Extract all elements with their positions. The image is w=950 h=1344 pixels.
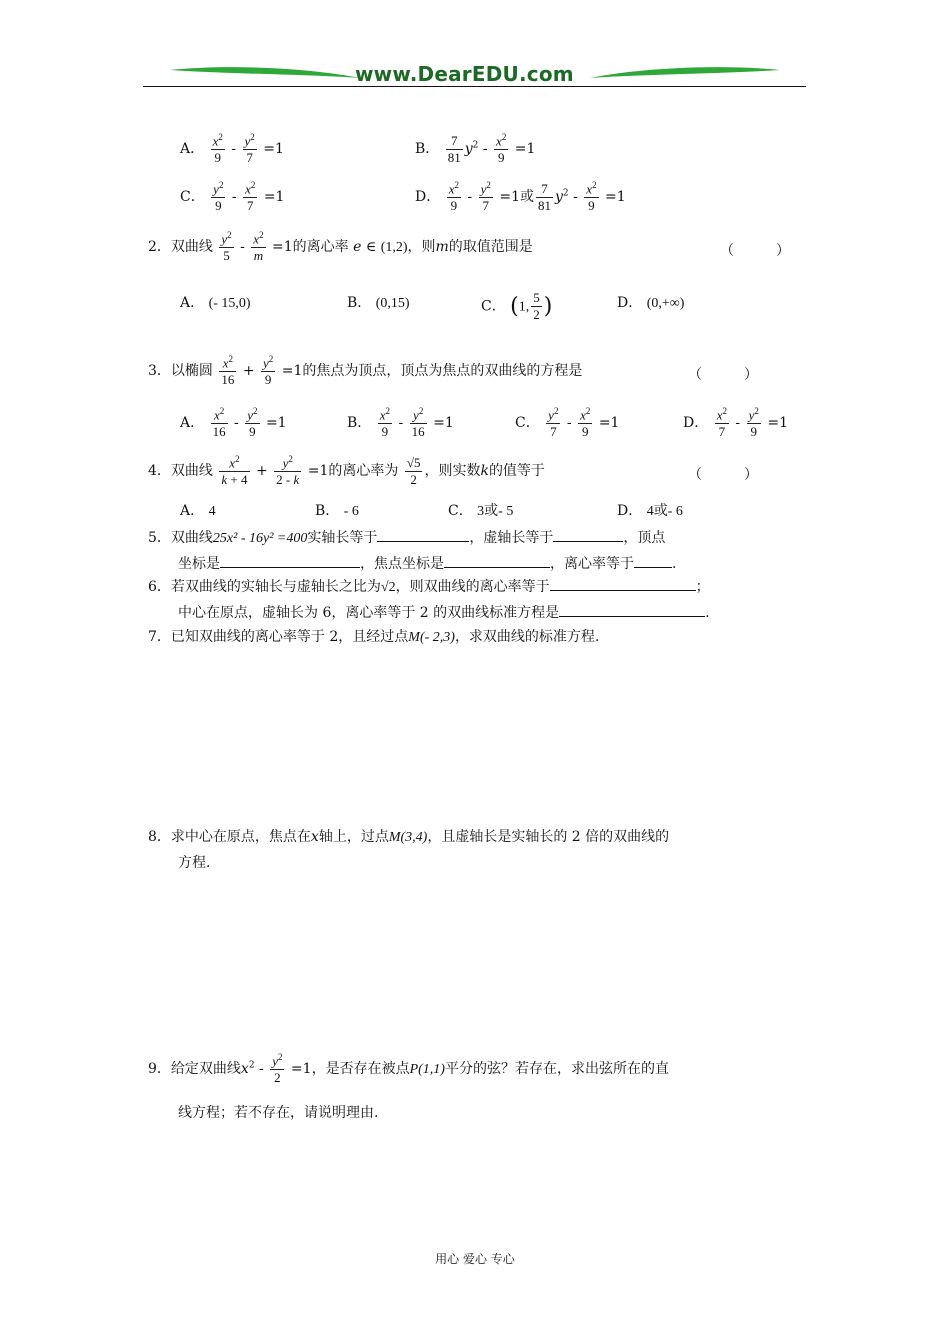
question-9-line1: 9．给定双曲线$x^2$ - $\frac{y^2}{2}$ =1，是否存在被点P(1,1)平分的弦？若存在，求出弦所在的直: [148, 1052, 669, 1086]
question-6-line1: 6．若双曲线的实轴长与虚轴长之比为√2，则双曲线的离心率等于 ；: [148, 576, 710, 596]
q3-option-d: D． $\frac{x^2}{7}$ - $\frac{y^2}{9}$ =1: [683, 406, 788, 440]
q2-option-c: C． (1, $\frac{5}{2}$ ): [481, 290, 553, 322]
q1-option-b: B． $\frac{7}{81}$ $y^2$ - $\frac{x^2}{9}$ =1: [415, 132, 536, 166]
question-6-line2: 中心在原点，虚轴长为 6，离心率等于 2 的双曲线标准方程是 .: [178, 602, 710, 622]
q2-answer-paren: （ ）: [720, 243, 790, 259]
header-rule: [143, 86, 806, 87]
q4-option-d: D． 4或- 6: [617, 503, 683, 519]
q4-option-b: B． - 6: [315, 503, 359, 519]
q3-option-c: C． $\frac{y^2}{7}$ - $\frac{x^2}{9}$ =1: [515, 406, 620, 440]
question-5-line1: 5．双曲线25x² - 16y² =400实轴长等于 ，虚轴长等于 ，顶点: [148, 527, 665, 547]
question-8-line2: 方程.: [178, 855, 211, 871]
question-4: 4．双曲线 $\frac{x^2}{k + 4}$ + $\frac{y^2}{2 - k}$ =1的离心率为 $\frac{√5}{2}$ ，则实数k的值等于: [148, 454, 545, 488]
q2-option-d: D． (0,+∞): [617, 295, 685, 311]
q4-answer-paren: （ ）: [688, 467, 758, 483]
question-7: 7．已知双曲线的离心率等于 2，且经过点M(- 2,3)，求双曲线的标准方程.: [148, 629, 600, 645]
logo-text: www.DearEDU.com: [355, 62, 574, 86]
question-5-line2: 坐标是 ，焦点坐标是 ，离心率等于 .: [178, 553, 676, 573]
question-8-line1: 8．求中心在原点，焦点在x轴上，过点M(3,4)，且虚轴长是实轴长的 2 倍的双曲线的: [148, 829, 670, 845]
q2-option-b: B． (0,15): [347, 295, 410, 311]
q3-answer-paren: （ ）: [688, 367, 758, 383]
q1-option-d: D． $\frac{x^2}{9}$ - $\frac{y^2}{7}$ =1或 $\frac{7}{81}$ $y^2$ - $\frac{x^2}{9}$ =1: [415, 180, 626, 214]
q4-option-a: A． 4: [180, 503, 216, 519]
question-9-line2: 线方程；若不存在，请说明理由.: [178, 1105, 379, 1121]
q1-option-c: C． $\frac{y^2}{9}$ - $\frac{x^2}{7}$ =1: [180, 180, 285, 214]
footer-slogan: 用心 爱心 专心: [435, 1252, 515, 1266]
q4-option-c: C． 3或- 5: [448, 503, 514, 519]
q1-option-a: A． $\frac{x^2}{9}$ - $\frac{y^2}{7}$ =1: [180, 132, 284, 166]
q3-option-b: B． $\frac{x^2}{9}$ - $\frac{y^2}{16}$ =1: [347, 406, 454, 440]
q3-option-a: A． $\frac{x^2}{16}$ - $\frac{y^2}{9}$ =1: [180, 406, 287, 440]
question-3: 3．以椭圆 $\frac{x^2}{16}$ + $\frac{y^2}{9}$ =1的焦点为顶点，顶点为焦点的双曲线的方程是: [148, 354, 583, 388]
q2-option-a: A． (- 15,0): [180, 295, 251, 311]
question-2: 2．双曲线 $\frac{y^2}{5}$ - $\frac{x^2}{m}$ =1的离心率 e ∈ (1,2)，则m的取值范围是: [148, 230, 533, 264]
